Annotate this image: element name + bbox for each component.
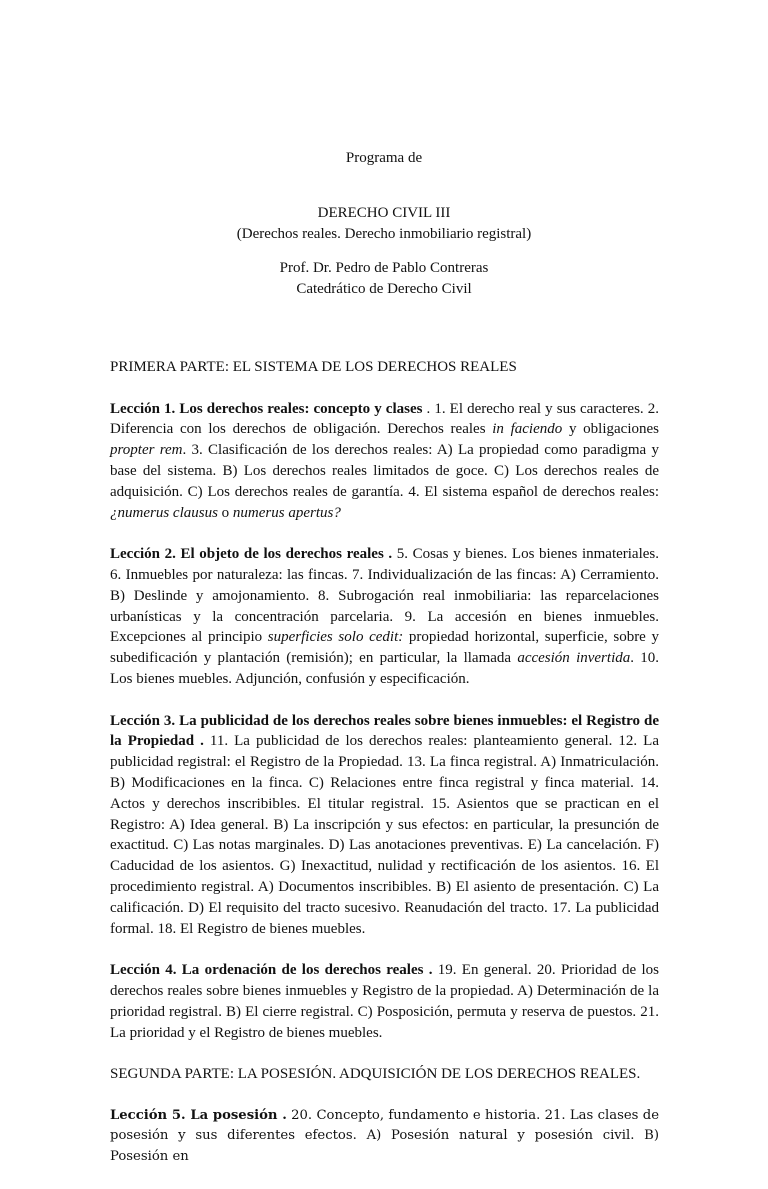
lesson-text: . 1. El derecho real y sus caracteres. 2. Diferencia con los derechos de obligación. Derechos reales: [110, 400, 659, 438]
lesson-text: . 10. Los bienes muebles. Adjunción, confusión y especificación.: [110, 650, 660, 687]
lesson-text: 20. Concepto, fundamento e historia. 21. Las clases de posesión y sus diferentes efectos. A) Posesión natural y posesión civil. B) Posesión en: [110, 1107, 659, 1165]
lesson-text: y obligaciones: [562, 421, 659, 438]
lesson-text: propiedad horizontal, superficie, sobre y subedificación y plantación (remisión); en particular, la llamada: [110, 629, 660, 667]
italic-term: in faciendo: [492, 421, 563, 438]
course-subtitle: (Derechos reales. Derecho inmobiliario registral): [236, 225, 532, 242]
lesson-text: o: [217, 504, 233, 521]
author-name: Prof. Dr. Pedro de Pablo Contreras: [279, 260, 489, 276]
lesson-title: Lección 3. La publicidad de los derechos reales sobre bienes inmuebles: el Registro de la Propiedad .: [110, 712, 659, 750]
lesson-text: . 3. Clasificación de los derechos reales: A) La propiedad como paradigma y base del sistema. B) Los derechos reales limitados de goce. C) Los derechos reales de adquisición. C) Los derechos reales de garantía. 4. El sistema español de derechos reales:: [110, 442, 659, 500]
italic-term: accesión invertida: [517, 650, 631, 667]
lesson-title: Lección 1. Los derechos reales: concepto y clases: [110, 400, 423, 417]
lesson-title: Lección 4. La ordenación de los derechos reales .: [110, 962, 433, 979]
lesson-text: 11. La publicidad de los derechos reales: planteamiento general. 12. La publicidad registral: el Registro de la Propiedad. 13. La finca registral. A) Inmatriculación. B) Modificaciones en la finca. C) Relaciones entre finca registral y finca material. 14. Actos y derechos inscribibles. El titular registral. 15. Asientos que se practican en el Registro: A) Idea general. B) La inscripción y sus efectos: en particular, la presunción de exactitud. C) Las notas marginales. D) Las anotaciones preventivas. E) La cancelación. F) Caducidad de los asientos. G) Inexactitud, nulidad y rectificación de los asientos. 16. El procedimiento registral. A) Documentos inscribibles. B) El asiento de presentación. C) La calificación. D) El requisito del tracto sucesivo. Reanudación del tracto. 17. La publicidad formal. 18. El Registro de bienes muebles.: [110, 733, 659, 937]
lesson-title: Lección 2. El objeto de los derechos reales .: [110, 546, 393, 563]
lesson-paragraph: [110, 711, 659, 940]
italic-term: numerus apertus?: [232, 504, 341, 521]
lesson-text: 19. En general. 20. Prioridad de los derechos reales sobre bienes inmuebles y Registro de la propiedad. A) Determinación de la prioridad registral. B) El cierre registral. C) Posposición, permuta y reserva de puestos. 21. La prioridad y el Registro de bienes muebles.: [110, 962, 659, 1041]
section-heading: SEGUNDA PARTE: LA POSESIÓN. ADQUISICIÓN DE LOS DERECHOS REALES.: [110, 1066, 641, 1083]
lesson-paragraph: [110, 960, 659, 1043]
author-block: [0, 258, 768, 299]
document-body: [110, 357, 659, 1189]
author-position: Catedrático de Derecho Civil: [296, 280, 472, 297]
lesson-text: 5. Cosas y bienes. Los bienes inmateriales. 6. Inmuebles por naturaleza: las fincas. 7. Individualización de las fincas: A) Cerramiento. B) Deslinde y amojonamiento. 8. Subrogación real inmobiliaria: las reparcelaciones urbanísticas y la concentración parcelaria. 9. La accesión en bienes inmuebles. Excepciones al principio: [110, 546, 660, 646]
program-label: Programa de: [345, 150, 423, 166]
lesson-paragraph: [110, 544, 659, 690]
italic-term: ¿numerus clausus: [110, 504, 218, 521]
italic-term: propter rem: [110, 442, 183, 459]
lesson-paragraph: [110, 399, 659, 524]
course-title: DERECHO CIVIL III: [317, 205, 451, 221]
section-heading: PRIMERA PARTE: EL SISTEMA DE LOS DERECHOS REALES: [110, 359, 517, 375]
italic-term: superficies solo cedit:: [267, 629, 404, 646]
lesson-title: Lección 5. La posesión .: [110, 1107, 287, 1123]
course-title-block: [0, 203, 768, 244]
lesson-paragraph: [110, 1106, 659, 1168]
document-header-line: [0, 148, 768, 169]
